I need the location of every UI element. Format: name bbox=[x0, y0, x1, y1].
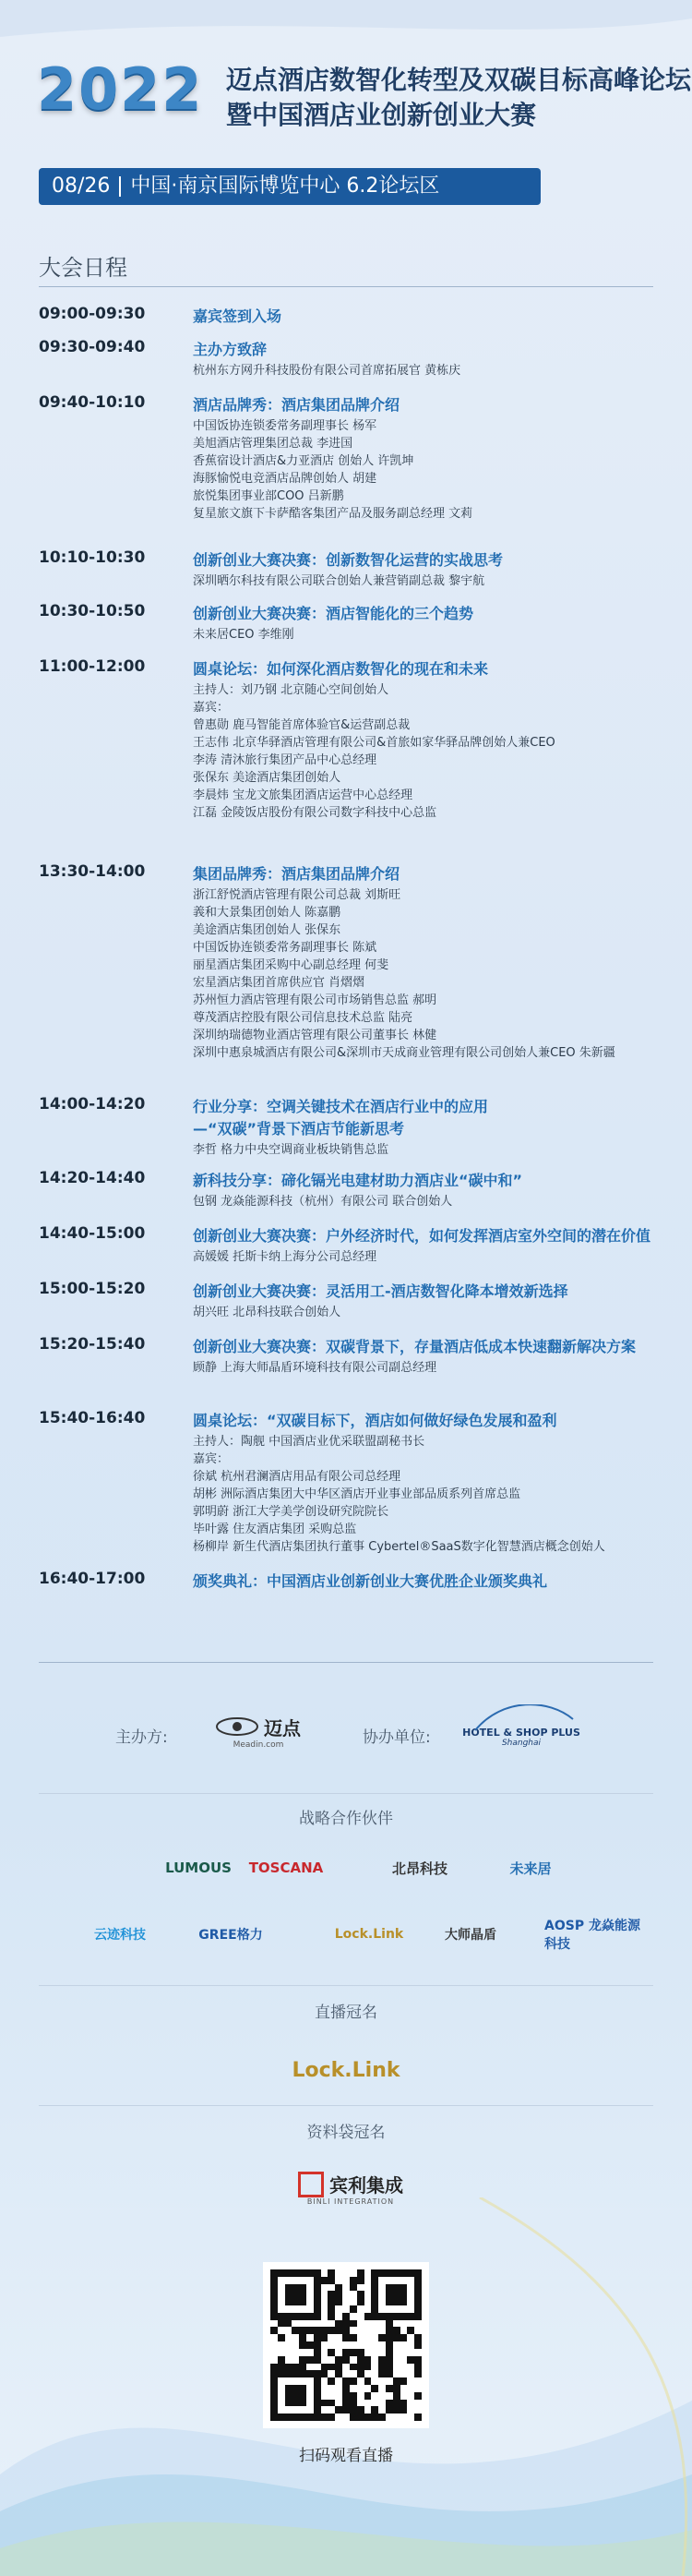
live-qr-code[interactable] bbox=[263, 2262, 429, 2428]
partner-logo: AOSP 龙焱能源科技 bbox=[544, 1919, 640, 1952]
agenda-title: 主办方致辞 bbox=[193, 341, 268, 358]
agenda-time: 10:30-10:50 bbox=[39, 602, 146, 620]
agenda-time: 13:30-14:00 bbox=[39, 862, 146, 881]
agenda-time: 14:40-15:00 bbox=[39, 1224, 146, 1243]
co-organizer-logo-text: HOTEL & SHOP PLUS bbox=[462, 1726, 580, 1739]
bag-sponsor-logo-sub: BINLI INTEGRATION bbox=[306, 2197, 395, 2206]
eye-logo-icon bbox=[216, 1716, 258, 1737]
speaker-line: 浙江舒悦酒店管理有限公司总裁 刘斯旺 bbox=[193, 888, 401, 902]
speaker-line: 高媛媛 托斯卡纳上海分公司总经理 bbox=[193, 1250, 377, 1264]
speaker-line: 李晨炜 宝龙文旅集团酒店运营中心总经理 bbox=[193, 788, 413, 802]
speaker-line: 毕叶露 住友酒店集团 采购总监 bbox=[193, 1523, 357, 1536]
agenda-time: 09:30-09:40 bbox=[39, 338, 146, 356]
host-logo bbox=[208, 1708, 309, 1754]
partner-logo: 云迹科技 bbox=[94, 1928, 146, 1943]
agenda-subtitle: —“双碳”背景下酒店节能新思考 bbox=[193, 1120, 405, 1138]
event-date: 08/26 bbox=[52, 175, 111, 198]
agenda-speakers bbox=[193, 572, 484, 590]
partner-logo: TOSCANA bbox=[248, 1860, 324, 1876]
agenda-time: 09:00-09:30 bbox=[39, 305, 146, 323]
agenda-title: 圆桌论坛：“双碳目标下，酒店如何做好绿色发展和盈利 bbox=[193, 1412, 557, 1429]
agenda-time: 11:00-12:00 bbox=[39, 657, 146, 676]
bag-sponsor-label: 资料袋冠名 bbox=[306, 2124, 386, 2142]
agenda-title: 圆桌论坛：如何深化酒店数智化的现在和未来 bbox=[193, 660, 489, 678]
agenda-title: 创新创业大赛决赛：双碳背景下，存量酒店低成本快速翻新解决方案 bbox=[193, 1338, 637, 1355]
event-title-line2: 暨中国酒店业创新创业大赛 bbox=[226, 100, 537, 130]
speaker-line: 美途酒店集团创始人 张保东 bbox=[193, 923, 341, 937]
speaker-line: 深圳晒尔科技有限公司联合创始人兼营销副总裁 黎宇航 bbox=[193, 574, 485, 588]
speaker-line: 旅悦集团事业部COO 吕新鹏 bbox=[193, 489, 344, 503]
agenda-time: 16:40-17:00 bbox=[39, 1570, 146, 1588]
agenda-time: 14:00-14:20 bbox=[39, 1095, 146, 1113]
co-organizer-logo-sub: Shanghai bbox=[501, 1738, 542, 1748]
speaker-line: 中国饭协连锁委常务副理事长 杨军 bbox=[193, 419, 377, 433]
event-title-line1: 迈点酒店数智化转型及双碳目标高峰论坛 bbox=[226, 65, 692, 95]
speaker-line: 主持人：刘乃钢 北京随心空间创始人 bbox=[193, 683, 389, 697]
bag-sponsor-mark-icon bbox=[298, 2172, 324, 2197]
speaker-line: 张保东 美途酒店集团创始人 bbox=[193, 771, 341, 785]
agenda-time: 15:00-15:20 bbox=[39, 1280, 146, 1298]
speaker-line: 丽星酒店集团采购中心副总经理 何斐 bbox=[193, 958, 389, 972]
agenda-end-divider bbox=[39, 1662, 653, 1663]
speaker-line: 香蕉宿设计酒店&力亚酒店 创始人 许凯坤 bbox=[193, 454, 414, 468]
agenda-title: 创新创业大赛决赛：灵活用工-酒店数智化降本增效新选择 bbox=[193, 1282, 568, 1300]
agenda-title: 创新创业大赛决赛：创新数智化运营的实战思考 bbox=[193, 551, 504, 569]
title-sponsor-label: 直播冠名 bbox=[315, 2004, 377, 2022]
agenda-speakers bbox=[193, 681, 555, 822]
speaker-line: 美旭酒店管理集团总裁 李进国 bbox=[193, 437, 353, 451]
speaker-line: 宏星酒店集团首席供应官 肖熠熠 bbox=[193, 976, 365, 990]
speaker-line: 深圳纳瑞德物业酒店管理有限公司董事长 林健 bbox=[193, 1029, 437, 1042]
speaker-line: 顾静 上海大师晶盾环境科技有限公司副总经理 bbox=[193, 1361, 437, 1375]
agenda-time: 14:20-14:40 bbox=[39, 1169, 146, 1187]
agenda-speakers bbox=[193, 1359, 436, 1377]
co-organizer-label: 协办单位: bbox=[363, 1728, 431, 1747]
speaker-line: 李哲 格力中央空调商业板块销售总监 bbox=[193, 1143, 389, 1157]
speaker-line: 胡彬 洲际酒店集团大中华区酒店开业事业部品质系列首席总监 bbox=[193, 1487, 521, 1501]
agenda-speakers bbox=[193, 1433, 605, 1556]
agenda-title: 创新创业大赛决赛：酒店智能化的三个趋势 bbox=[193, 605, 474, 622]
partner-logo: LUMOUS bbox=[165, 1860, 232, 1876]
speaker-line: 嘉宾： bbox=[193, 1452, 230, 1466]
host-logo-text: 迈点 bbox=[264, 1716, 301, 1739]
speaker-line: 江磊 金陵饭店股份有限公司数字科技中心总监 bbox=[193, 806, 437, 820]
schedule-title: 大会日程 bbox=[39, 255, 127, 281]
agenda-title: 嘉宾签到入场 bbox=[193, 307, 282, 325]
speaker-line: 王志伟 北京华驿酒店管理有限公司&首旅如家华驿品牌创始人兼CEO bbox=[193, 736, 555, 750]
agenda-speakers bbox=[193, 1248, 376, 1266]
speaker-line: 海豚愉悦电竞酒店品牌创始人 胡建 bbox=[193, 472, 377, 486]
partners-title: 战略合作伙伴 bbox=[299, 1810, 393, 1828]
venue-divider bbox=[119, 176, 121, 197]
agenda-speakers bbox=[193, 362, 460, 379]
agenda-time: 15:20-15:40 bbox=[39, 1335, 146, 1354]
speaker-line: 未来居CEO 李维刚 bbox=[193, 628, 294, 642]
qr-caption: 扫码观看直播 bbox=[299, 2447, 393, 2465]
partner-logo: 北昂科技 bbox=[391, 1860, 447, 1877]
agenda-title: 行业分享：空调关键技术在酒店行业中的应用 bbox=[193, 1098, 489, 1115]
speaker-line: 李涛 清沐旅行集团产品中心总经理 bbox=[193, 753, 377, 767]
agenda-speakers bbox=[193, 417, 472, 523]
event-year: 2022 bbox=[37, 55, 204, 123]
agenda-title: 创新创业大赛决赛：户外经济时代，如何发挥酒店室外空间的潜在价值 bbox=[193, 1227, 651, 1245]
agenda-speakers bbox=[193, 626, 294, 644]
organizer-divider bbox=[39, 1793, 653, 1794]
agenda-speakers bbox=[193, 1193, 452, 1210]
speaker-line: 徐斌 杭州君澜酒店用品有限公司总经理 bbox=[193, 1470, 401, 1484]
swoosh-icon bbox=[466, 1704, 577, 1732]
speaker-line: 嘉宾： bbox=[193, 701, 230, 715]
title-sponsor-logo: Lock.Link bbox=[292, 2058, 400, 2082]
speaker-line: 義和大景集团创始人 陈嘉鹏 bbox=[193, 906, 341, 920]
agenda-speakers bbox=[193, 1141, 388, 1159]
agenda-title: 酒店品牌秀：酒店集团品牌介绍 bbox=[193, 396, 400, 414]
event-title bbox=[226, 63, 691, 133]
speaker-line: 深圳中惠泉城酒店有限公司&深圳市天成商业管理有限公司创始人兼CEO 朱新疆 bbox=[193, 1046, 615, 1060]
speaker-line: 包钢 龙焱能源科技（杭州）有限公司 联合创始人 bbox=[193, 1195, 453, 1209]
host-label: 主办方: bbox=[115, 1728, 168, 1747]
agenda-time: 09:40-10:10 bbox=[39, 393, 146, 412]
partner-logo: 未来居 bbox=[509, 1860, 552, 1877]
co-organizer-logo bbox=[461, 1704, 581, 1756]
top-decoration bbox=[0, 0, 692, 55]
agenda-speakers bbox=[193, 1304, 340, 1321]
agenda-speakers bbox=[193, 886, 615, 1062]
agenda-time: 15:40-16:40 bbox=[39, 1409, 146, 1427]
speaker-line: 杭州东方网升科技股份有限公司首席拓展官 黄栋庆 bbox=[193, 364, 461, 378]
speaker-line: 曾惠勋 鹿马智能首席体验官&运营副总裁 bbox=[193, 718, 411, 732]
schedule-divider bbox=[39, 286, 653, 287]
partner-logo: GREE格力 bbox=[198, 1928, 263, 1943]
speaker-line: 胡兴旺 北昂科技联合创始人 bbox=[193, 1306, 341, 1319]
partner-logo: 大师晶盾 bbox=[445, 1928, 496, 1943]
partner-logo: Lock.Link bbox=[334, 1927, 404, 1942]
speaker-line: 主持人：陶舰 中国酒店业优采联盟副秘书长 bbox=[193, 1435, 425, 1449]
agenda-title: 集团品牌秀：酒店集团品牌介绍 bbox=[193, 865, 400, 883]
speaker-line: 复星旅文旗下卡萨酷客集团产品及服务副总经理 文莉 bbox=[193, 507, 473, 521]
agenda-time: 10:10-10:30 bbox=[39, 548, 146, 567]
host-logo-sub: Meadin.com bbox=[233, 1739, 284, 1750]
speaker-line: 中国饭协连锁委常务副理事长 陈斌 bbox=[193, 941, 377, 955]
speaker-line: 杨柳岸 新生代酒店集团执行董事 Cybertel®SaaS数字化智慧酒店概念创始人 bbox=[193, 1540, 605, 1554]
speaker-line: 郭明蔚 浙江大学美学创设研究院院长 bbox=[193, 1505, 389, 1519]
bag-sponsor-logo-text: 宾利集成 bbox=[329, 2174, 403, 2197]
sponsor-divider bbox=[39, 2105, 653, 2106]
venue-banner bbox=[39, 168, 541, 205]
agenda-title: 新科技分享：碲化镉光电建材助力酒店业“碳中和” bbox=[193, 1172, 523, 1189]
speaker-line: 尊茂酒店控股有限公司信息技术总监 陆亮 bbox=[193, 1011, 413, 1025]
event-venue: 中国·南京国际博览中心 6.2论坛区 bbox=[130, 175, 440, 198]
partners-divider bbox=[39, 1985, 653, 1986]
agenda-title: 颁奖典礼：中国酒店业创新创业大赛优胜企业颁奖典礼 bbox=[193, 1572, 548, 1590]
speaker-line: 苏州恒力酒店管理有限公司市场销售总监 郝明 bbox=[193, 993, 437, 1007]
